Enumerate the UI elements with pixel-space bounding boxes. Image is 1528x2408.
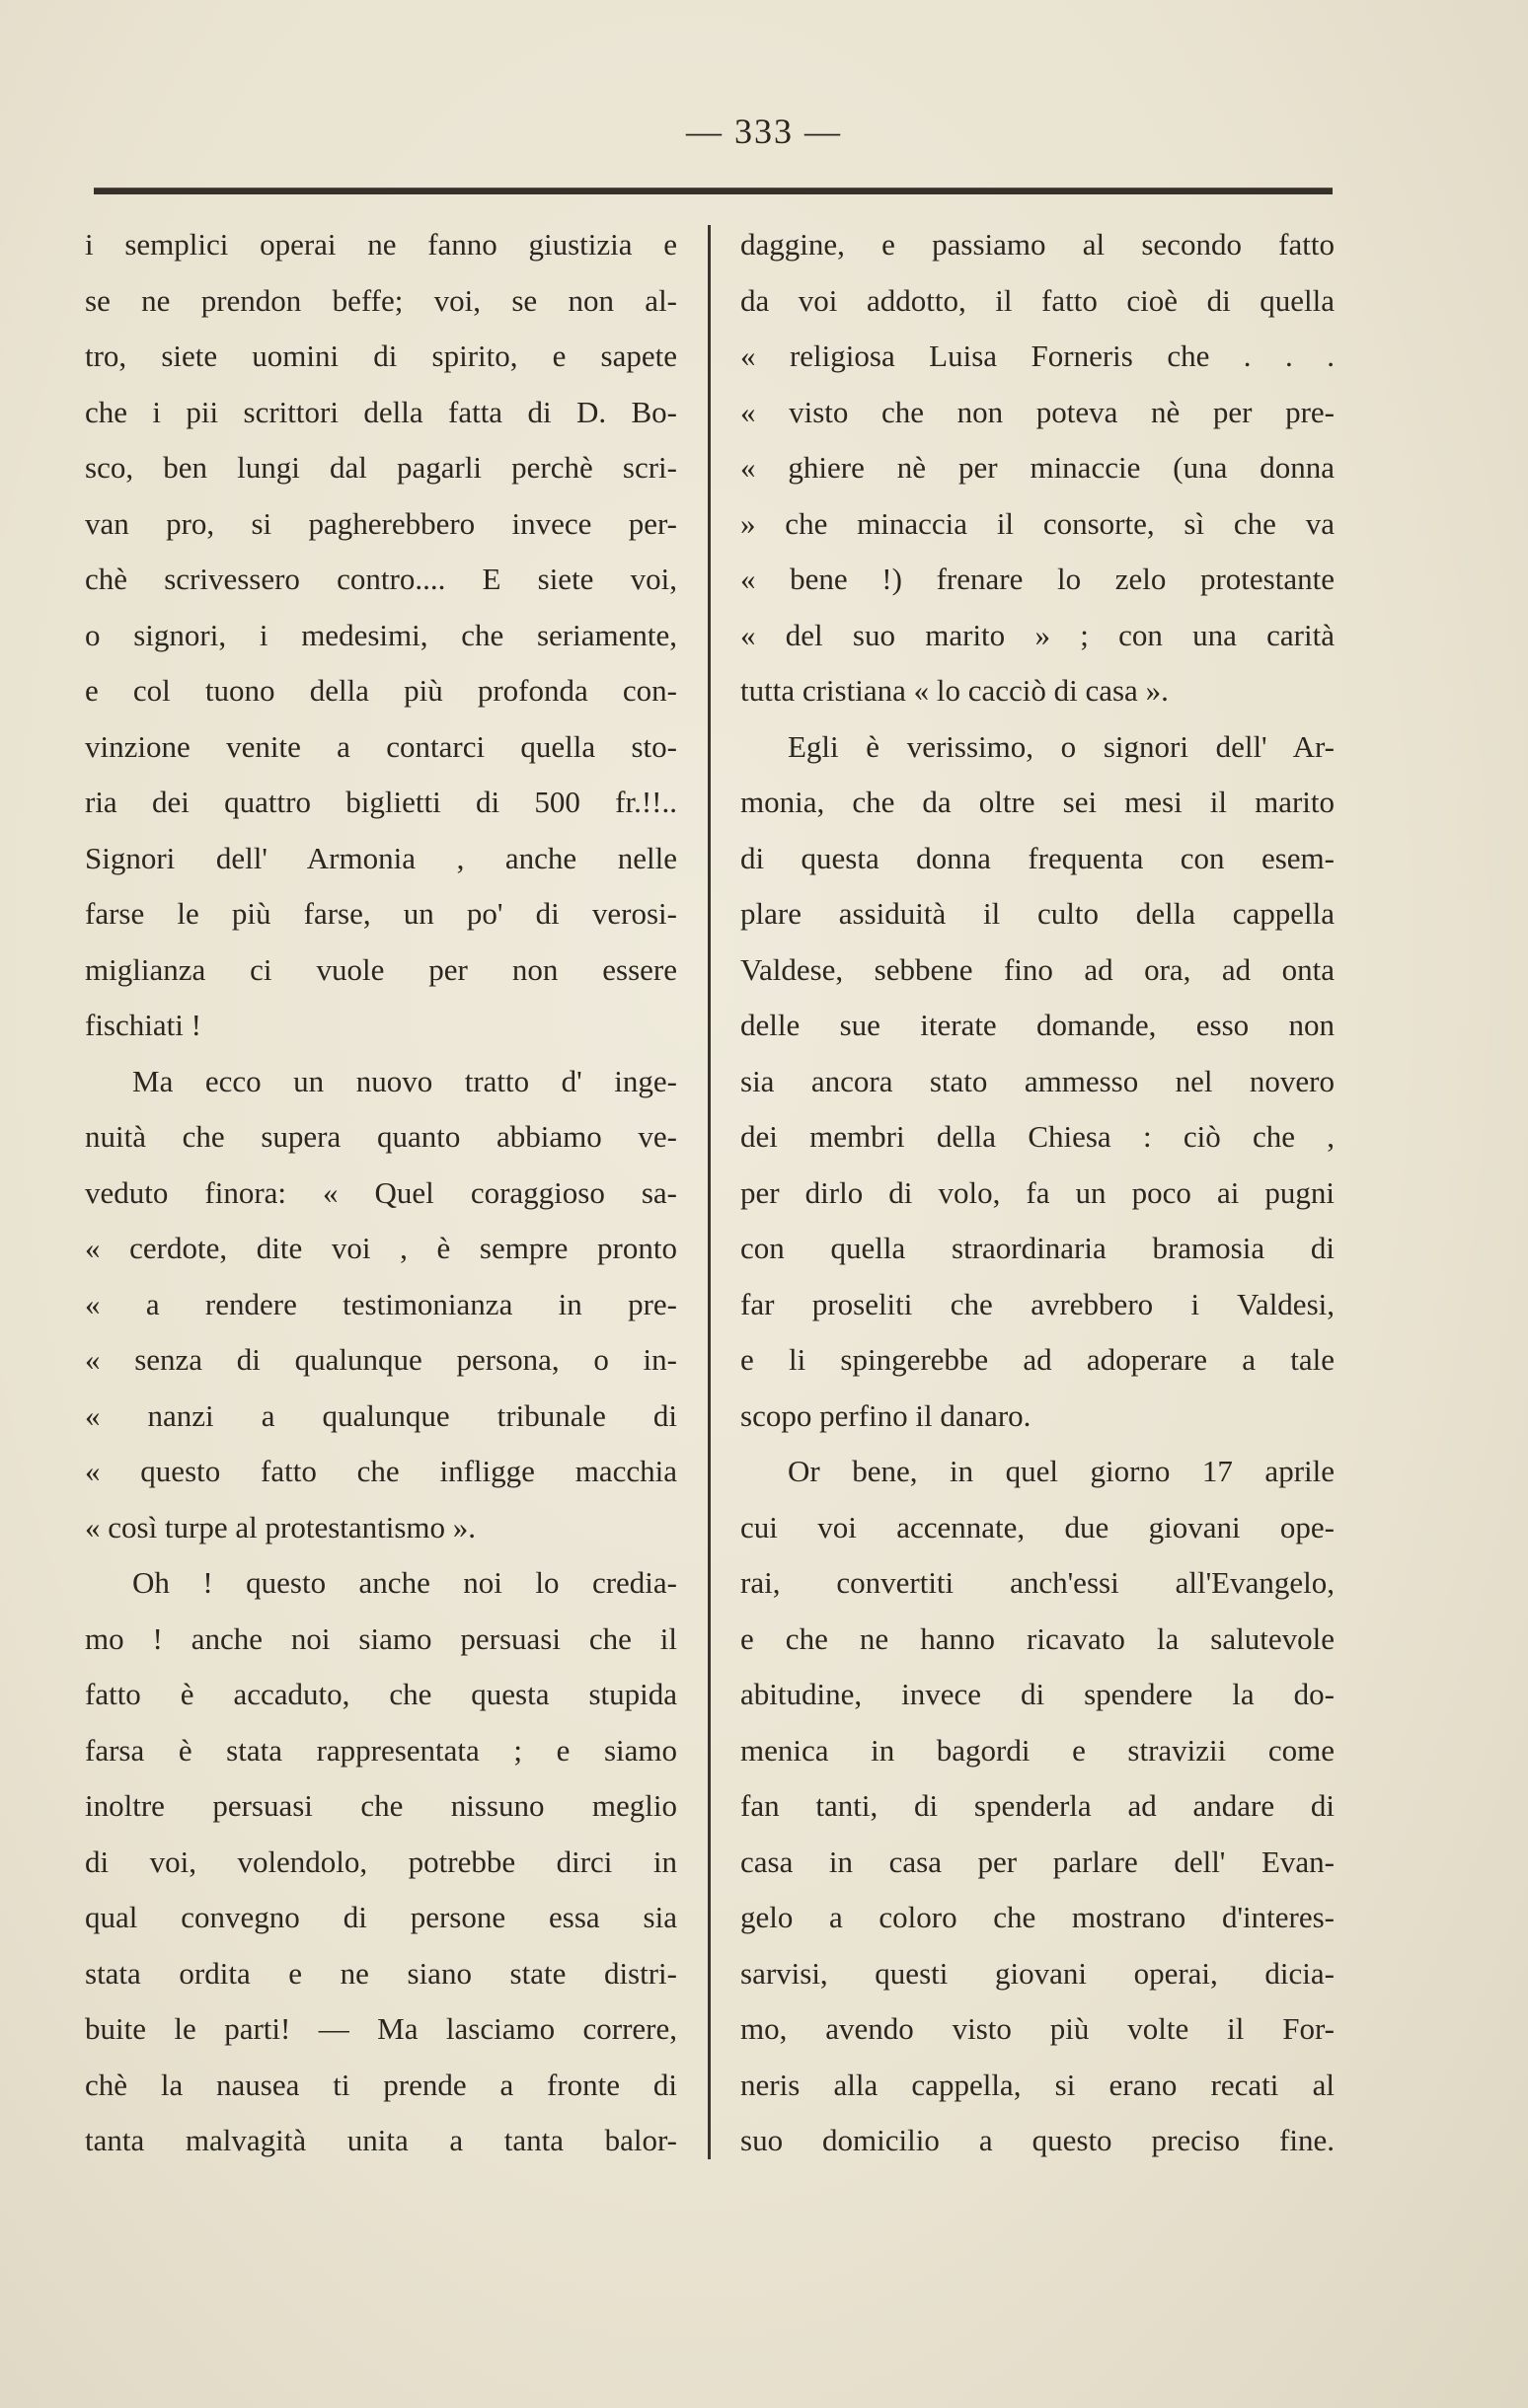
text-line: gelo a coloro che mostrano d'interes- bbox=[740, 1900, 1335, 1934]
text-line: qual convegno di persone essa sia bbox=[85, 1900, 677, 1934]
right-column bbox=[740, 217, 1335, 2169]
text-line: menica in bagordi e stravizii come bbox=[740, 1732, 1335, 1768]
text-line: vinzione venite a contarci quella sto- bbox=[85, 728, 677, 764]
text-line: dei membri della Chiesa : ciò che , bbox=[740, 1119, 1335, 1154]
text-line: ria dei quattro biglietti di 500 fr.!!.. bbox=[85, 785, 677, 819]
text-line: Oh ! questo anche noi lo credia- bbox=[132, 1565, 677, 1600]
text-line: o signori, i medesimi, che seriamente, bbox=[85, 617, 677, 652]
text-line: fan tanti, di spenderla ad andare di bbox=[740, 1788, 1335, 1823]
text-line: i semplici operai ne fanno giustizia e bbox=[85, 227, 677, 262]
text-line: casa in casa per parlare dell' Evan- bbox=[740, 1844, 1335, 1879]
text-line: con quella straordinaria bramosia di bbox=[740, 1231, 1335, 1265]
text-line: abitudine, invece di spendere la do- bbox=[740, 1677, 1335, 1711]
text-line: di questa donna frequenta con esem- bbox=[740, 840, 1335, 875]
text-line: e col tuono della più profonda con- bbox=[85, 673, 677, 708]
text-line: inoltre persuasi che nissuno meglio bbox=[85, 1788, 677, 1823]
text-line: veduto finora: « Quel coraggioso sa- bbox=[85, 1174, 677, 1210]
text-line: daggine, e passiamo al secondo fatto bbox=[740, 227, 1335, 262]
text-line: scopo perfino il danaro. bbox=[740, 1397, 1031, 1433]
text-line: « bene !) frenare lo zelo protestante bbox=[740, 562, 1335, 596]
text-line: tanta malvagità unita a tanta balor- bbox=[85, 2123, 677, 2157]
text-line: chè la nausea ti prende a fronte di bbox=[85, 2067, 677, 2102]
text-line: mo ! anche noi siamo persuasi che il bbox=[85, 1620, 677, 1656]
text-line: e che ne hanno ricavato la salutevole bbox=[740, 1620, 1335, 1656]
text-line: plare assiduità il culto della cappella bbox=[740, 896, 1335, 931]
text-line: Ma ecco un nuovo tratto d' inge- bbox=[132, 1063, 677, 1098]
text-line: monia, che da oltre sei mesi il marito bbox=[740, 785, 1335, 819]
text-line: per dirlo di volo, fa un poco ai pugni bbox=[740, 1174, 1335, 1210]
text-line: sarvisi, questi giovani operai, dicia- bbox=[740, 1955, 1335, 1991]
text-line: delle sue iterate domande, esso non bbox=[740, 1008, 1335, 1042]
text-line: farsa è stata rappresentata ; e siamo bbox=[85, 1732, 677, 1768]
text-line: Egli è verissimo, o signori dell' Ar- bbox=[788, 728, 1335, 764]
text-line: che i pii scrittori della fatta di D. Bo- bbox=[85, 394, 677, 429]
text-line: « questo fatto che infligge macchia bbox=[85, 1454, 677, 1488]
text-line: tutta cristiana « lo cacciò di casa ». bbox=[740, 673, 1169, 708]
text-line: « a rendere testimonianza in pre- bbox=[85, 1286, 677, 1321]
text-line: e li spingerebbe ad adoperare a tale bbox=[740, 1342, 1335, 1377]
text-line: « visto che non poteva nè per pre- bbox=[740, 394, 1335, 429]
text-line: fischiati ! bbox=[85, 1008, 201, 1042]
text-line: da voi addotto, il fatto cioè di quella bbox=[740, 282, 1335, 318]
text-line: neris alla cappella, si erano recati al bbox=[740, 2067, 1335, 2102]
text-line: « senza di qualunque persona, o in- bbox=[85, 1342, 677, 1377]
text-line: farse le più farse, un po' di verosi- bbox=[85, 896, 677, 931]
text-line: « nanzi a qualunque tribunale di bbox=[85, 1397, 677, 1433]
text-line: Signori dell' Armonia , anche nelle bbox=[85, 840, 677, 875]
text-line: far proseliti che avrebbero i Valdesi, bbox=[740, 1286, 1335, 1321]
text-line: « cerdote, dite voi , è sempre pronto bbox=[85, 1231, 677, 1265]
text-line: nuità che supera quanto abbiamo ve- bbox=[85, 1119, 677, 1154]
left-column bbox=[85, 217, 677, 2169]
text-line: di voi, volendolo, potrebbe dirci in bbox=[85, 1844, 677, 1879]
text-line: « ghiere nè per minaccie (una donna bbox=[740, 450, 1335, 485]
text-line: suo domicilio a questo preciso fine. bbox=[740, 2123, 1335, 2157]
text-line: rai, convertiti anch'essi all'Evangelo, bbox=[740, 1565, 1335, 1600]
text-line: stata ordita e ne siano state distri- bbox=[85, 1955, 677, 1991]
text-line: chè scrivessero contro.... E siete voi, bbox=[85, 562, 677, 596]
header-rule bbox=[94, 188, 1333, 194]
text-line: se ne prendon beffe; voi, se non al- bbox=[85, 282, 677, 318]
text-line: Valdese, sebbene fino ad ora, ad onta bbox=[740, 951, 1335, 987]
text-line: « così turpe al protestantismo ». bbox=[85, 1509, 477, 1544]
column-divider bbox=[708, 225, 711, 2159]
text-line: « del suo marito » ; con una carità bbox=[740, 617, 1335, 652]
text-line: buite le parti! — Ma lasciamo correre, bbox=[85, 2011, 677, 2046]
text-line: Or bene, in quel giorno 17 aprile bbox=[788, 1454, 1335, 1488]
text-line: tro, siete uomini di spirito, e sapete bbox=[85, 339, 677, 373]
page-number: — 333 — bbox=[686, 112, 842, 151]
text-line: van pro, si pagherebbero invece per- bbox=[85, 505, 677, 541]
text-line: fatto è accaduto, che questa stupida bbox=[85, 1677, 677, 1711]
text-line: » che minaccia il consorte, sì che va bbox=[740, 505, 1335, 541]
text-line: « religiosa Luisa Forneris che . . . bbox=[740, 339, 1335, 373]
text-line: sco, ben lungi dal pagarli perchè scri- bbox=[85, 450, 677, 485]
text-line: sia ancora stato ammesso nel novero bbox=[740, 1063, 1335, 1098]
text-line: miglianza ci vuole per non essere bbox=[85, 951, 677, 987]
text-line: cui voi accennate, due giovani ope- bbox=[740, 1509, 1335, 1544]
text-line: mo, avendo visto più volte il For- bbox=[740, 2011, 1335, 2046]
